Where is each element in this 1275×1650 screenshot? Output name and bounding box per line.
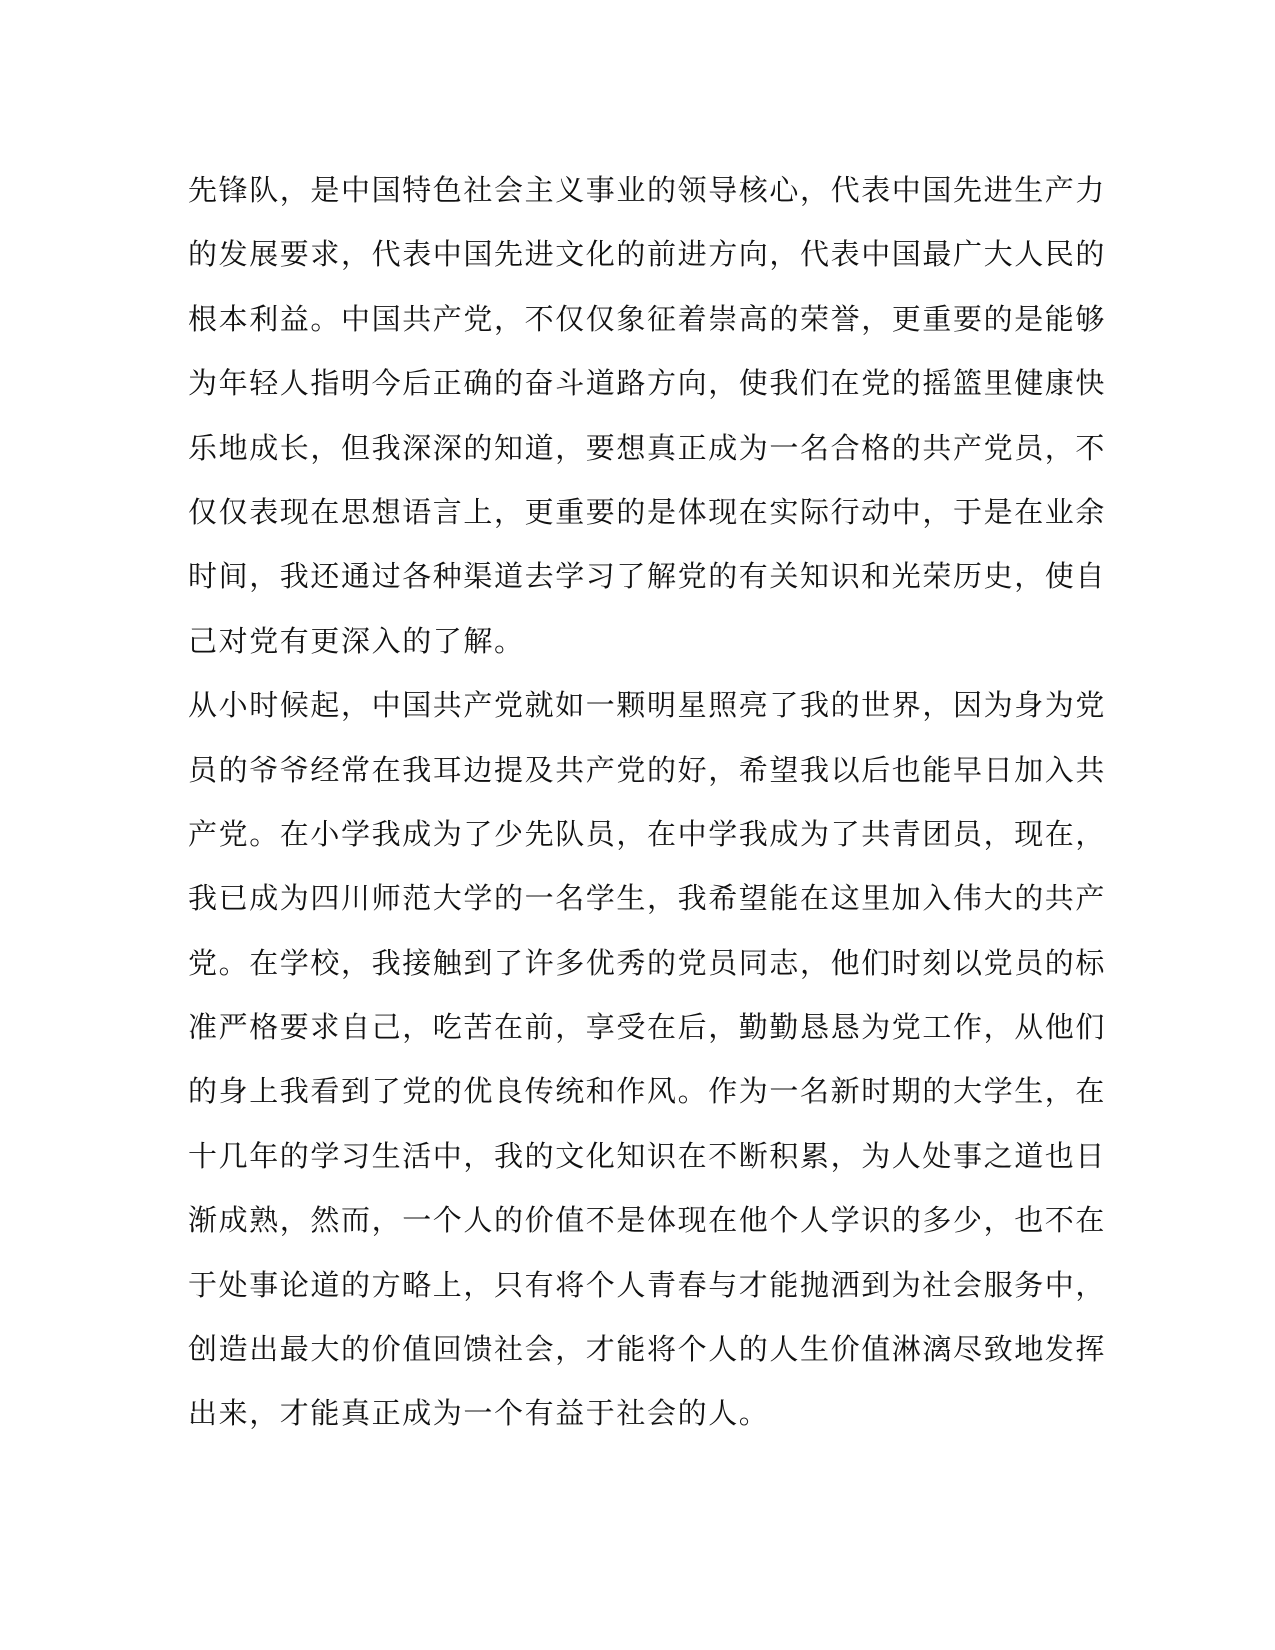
text-line: 为年轻人指明今后正确的奋斗道路方向，使我们在党的摇篮里健康快 [188,366,1107,401]
text-line: 根本利益。中国共产党，不仅仅象征着崇高的荣誉，更重要的是能够 [188,301,1107,336]
text-line: 产党。在小学我成为了少先队员，在中学我成为了共青团员，现在， [188,816,1107,851]
text-line: 创造出最大的价值回馈社会，才能将个人的人生价值淋漓尽致地发挥 [188,1332,1107,1367]
text-line: 渐成熟，然而，一个人的价值不是体现在他个人学识的多少，也不在 [188,1203,1107,1238]
text-line: 十几年的学习生活中，我的文化知识在不断积累，为人处事之道也日 [188,1138,1107,1173]
text-line: 我已成为四川师范大学的一名学生，我希望能在这里加入伟大的共产 [188,881,1107,916]
text-line: 己对党有更深入的了解。 [188,623,525,658]
paragraph-2 [188,673,1107,1446]
text-line: 准严格要求自己，吃苦在前，享受在后，勤勤恳恳为党工作，从他们 [188,1010,1107,1045]
paragraph-1 [188,158,1107,673]
text-line: 从小时候起，中国共产党就如一颗明星照亮了我的世界，因为身为党 [188,688,1107,723]
text-line: 的身上我看到了党的优良传统和作风。作为一名新时期的大学生，在 [188,1074,1107,1109]
text-line: 员的爷爷经常在我耳边提及共产党的好，希望我以后也能早日加入共 [188,752,1107,787]
document-body [188,158,1107,1446]
text-line: 时间，我还通过各种渠道去学习了解党的有关知识和光荣历史，使自 [188,559,1107,594]
text-line: 先锋队，是中国特色社会主义事业的领导核心，代表中国先进生产力 [188,173,1107,207]
text-line: 于处事论道的方略上，只有将个人青春与才能抛洒到为社会服务中， [188,1267,1107,1302]
text-line: 乐地成长，但我深深的知道，要想真正成为一名合格的共产党员，不 [188,430,1107,465]
text-line: 仅仅表现在思想语言上，更重要的是体现在实际行动中，于是在业余 [188,494,1107,529]
text-line: 党。在学校，我接触到了许多优秀的党员同志，他们时刻以党员的标 [188,945,1107,980]
text-line: 出来，才能真正成为一个有益于社会的人。 [188,1396,770,1431]
text-line: 的发展要求，代表中国先进文化的前进方向，代表中国最广大人民的 [188,237,1107,272]
